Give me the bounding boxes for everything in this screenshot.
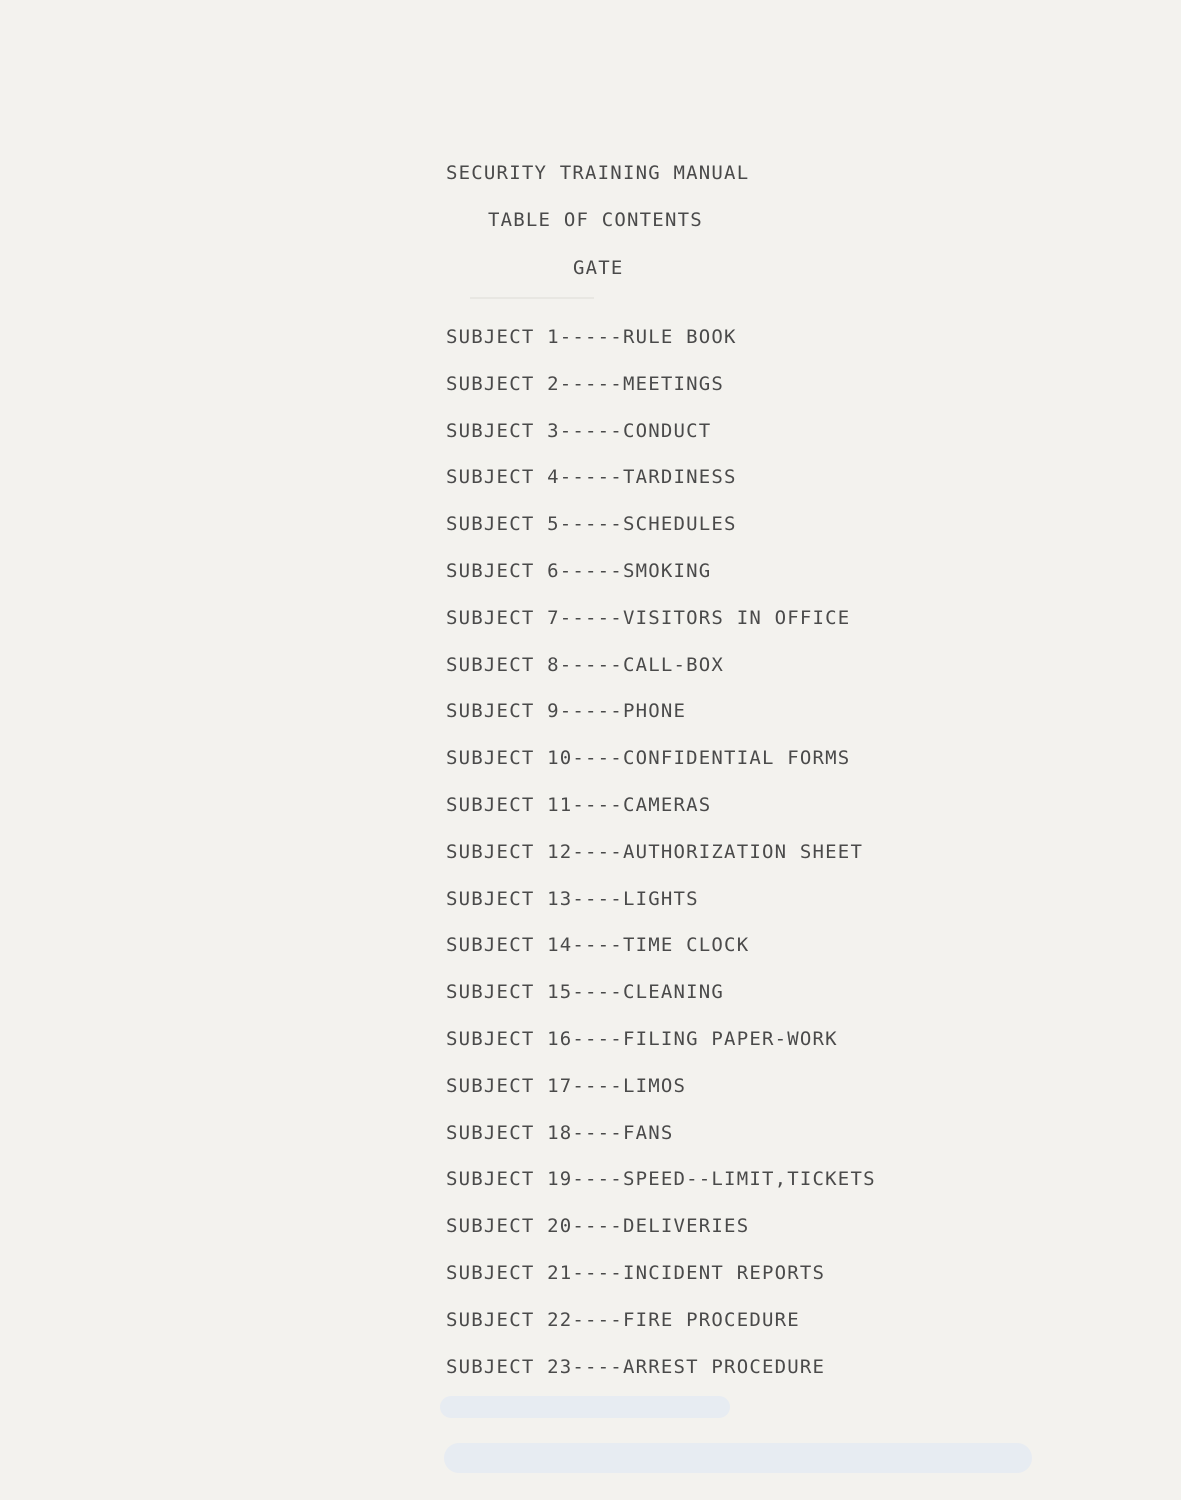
toc-item: SUBJECT 5-----SCHEDULES: [446, 513, 737, 536]
toc-item: SUBJECT 22----FIRE PROCEDURE: [446, 1308, 800, 1331]
toc-item: SUBJECT 4-----TARDINESS: [446, 466, 737, 489]
toc-item: SUBJECT 19----SPEED--LIMIT,TICKETS: [446, 1168, 876, 1191]
table-of-contents: [446, 326, 876, 1402]
document-title: SECURITY TRAINING MANUAL: [446, 162, 750, 184]
toc-item: SUBJECT 21----INCIDENT REPORTS: [446, 1261, 826, 1284]
document-subtitle: TABLE OF CONTENTS: [488, 209, 703, 231]
toc-item: SUBJECT 10----CONFIDENTIAL FORMS: [446, 747, 851, 770]
section-heading: GATE: [573, 257, 624, 279]
toc-item: SUBJECT 16----FILING PAPER-WORK: [446, 1027, 838, 1050]
toc-item: SUBJECT 17----LIMOS: [446, 1074, 687, 1097]
toc-item: SUBJECT 11----CAMERAS: [446, 793, 712, 816]
toc-item: SUBJECT 12----AUTHORIZATION SHEET: [446, 840, 864, 863]
toc-item: SUBJECT 7-----VISITORS IN OFFICE: [446, 606, 851, 629]
paper-smudge: [440, 1396, 730, 1418]
toc-item: SUBJECT 14----TIME CLOCK: [446, 934, 750, 957]
toc-item: SUBJECT 1-----RULE BOOK: [446, 326, 737, 348]
toc-item: SUBJECT 15----CLEANING: [446, 981, 725, 1004]
toc-item: SUBJECT 23----ARREST PROCEDURE: [446, 1355, 826, 1378]
toc-item: SUBJECT 18----FANS: [446, 1121, 674, 1144]
toc-item: SUBJECT 3-----CONDUCT: [446, 419, 712, 442]
toc-item: SUBJECT 9-----PHONE: [446, 700, 687, 723]
toc-item: SUBJECT 2-----MEETINGS: [446, 372, 725, 395]
show-through-underline: [470, 297, 594, 299]
paper-smudge: [444, 1443, 1032, 1473]
toc-item: SUBJECT 8-----CALL-BOX: [446, 653, 725, 676]
toc-item: SUBJECT 20----DELIVERIES: [446, 1215, 750, 1238]
toc-item: SUBJECT 6-----SMOKING: [446, 559, 712, 582]
toc-item: SUBJECT 13----LIGHTS: [446, 887, 699, 910]
